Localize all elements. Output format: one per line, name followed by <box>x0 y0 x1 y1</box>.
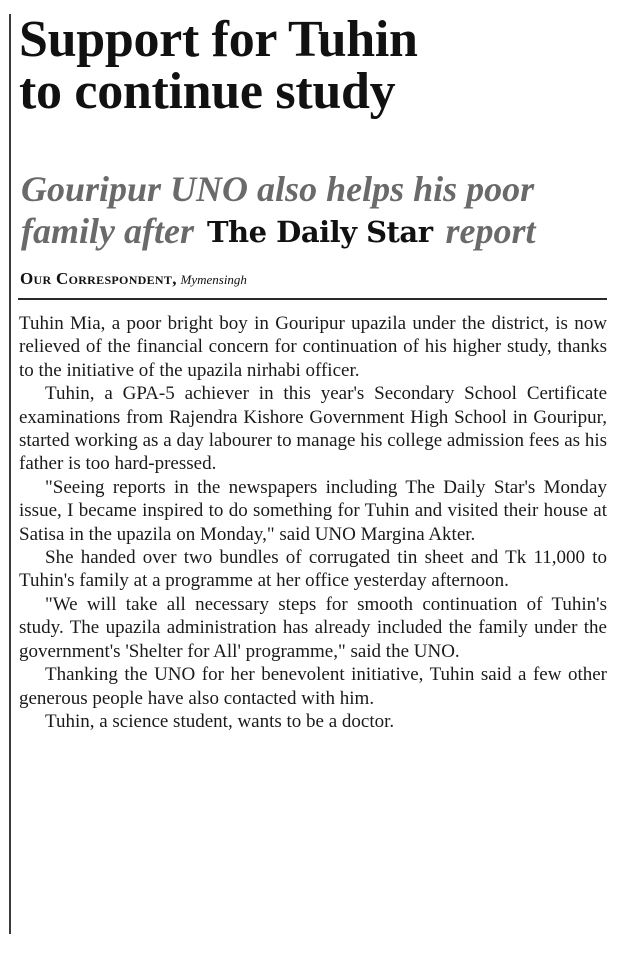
column-rule <box>9 14 11 934</box>
article-body <box>19 312 607 733</box>
article-paragraph-2: Tuhin, a GPA-5 achiever in this year's Secondary School Certificate examinations from Rajendra Kishore Government High School in Gouripur, started working as a day labourer to manage his college admission fees as his father is too hard-pressed. <box>19 383 607 475</box>
article-paragraph-3: "Seeing reports in the newspapers including The Daily Star's Monday issue, I became inspired to do something for Tuhin and visited their house at Satisa in the upazila on Monday," said UNO Margina Akter. <box>19 476 607 545</box>
headline <box>19 11 619 120</box>
article-paragraph-7: Tuhin, a science student, wants to be a doctor. <box>45 710 395 732</box>
subheadline-line-1: Gouripur UNO also helps his poor <box>21 169 535 209</box>
subheadline-line-2 <box>21 210 621 253</box>
byline-divider <box>18 298 607 300</box>
byline <box>20 270 620 289</box>
headline-line-1: Support for Tuhin <box>19 11 418 68</box>
byline-location: Mymensingh <box>180 272 247 287</box>
article-paragraph-6: Thanking the UNO for her benevolent initiative, Tuhin said a few other generous people have also contacted with him. <box>19 664 607 709</box>
article-paragraph-5: "We will take all necessary steps for smooth continuation of Tuhin's study. The upazila administration has already included the family under the government's 'Shelter for All' programme," said the UNO. <box>19 593 607 662</box>
subheadline-line-2-start: family after <box>21 211 194 251</box>
headline-line-2: to continue study <box>19 63 396 120</box>
article-paragraph-4: She handed over two bundles of corrugated tin sheet and Tk 11,000 to Tuhin's family at a programme at her office yesterday afternoon. <box>19 547 607 592</box>
byline-correspondent: Our Correspondent, <box>20 269 177 288</box>
subheadline-line-2-end: report <box>445 211 536 251</box>
daily-star-masthead-logo: The Daily Star <box>206 215 433 249</box>
article-paragraph-1: Tuhin Mia, a poor bright boy in Gouripur upazila under the district, is now relieved of the financial concern for continuation of his higher study, thanks to the initiative of the upazila nirhabi officer. <box>19 313 607 381</box>
subheadline <box>21 168 621 253</box>
